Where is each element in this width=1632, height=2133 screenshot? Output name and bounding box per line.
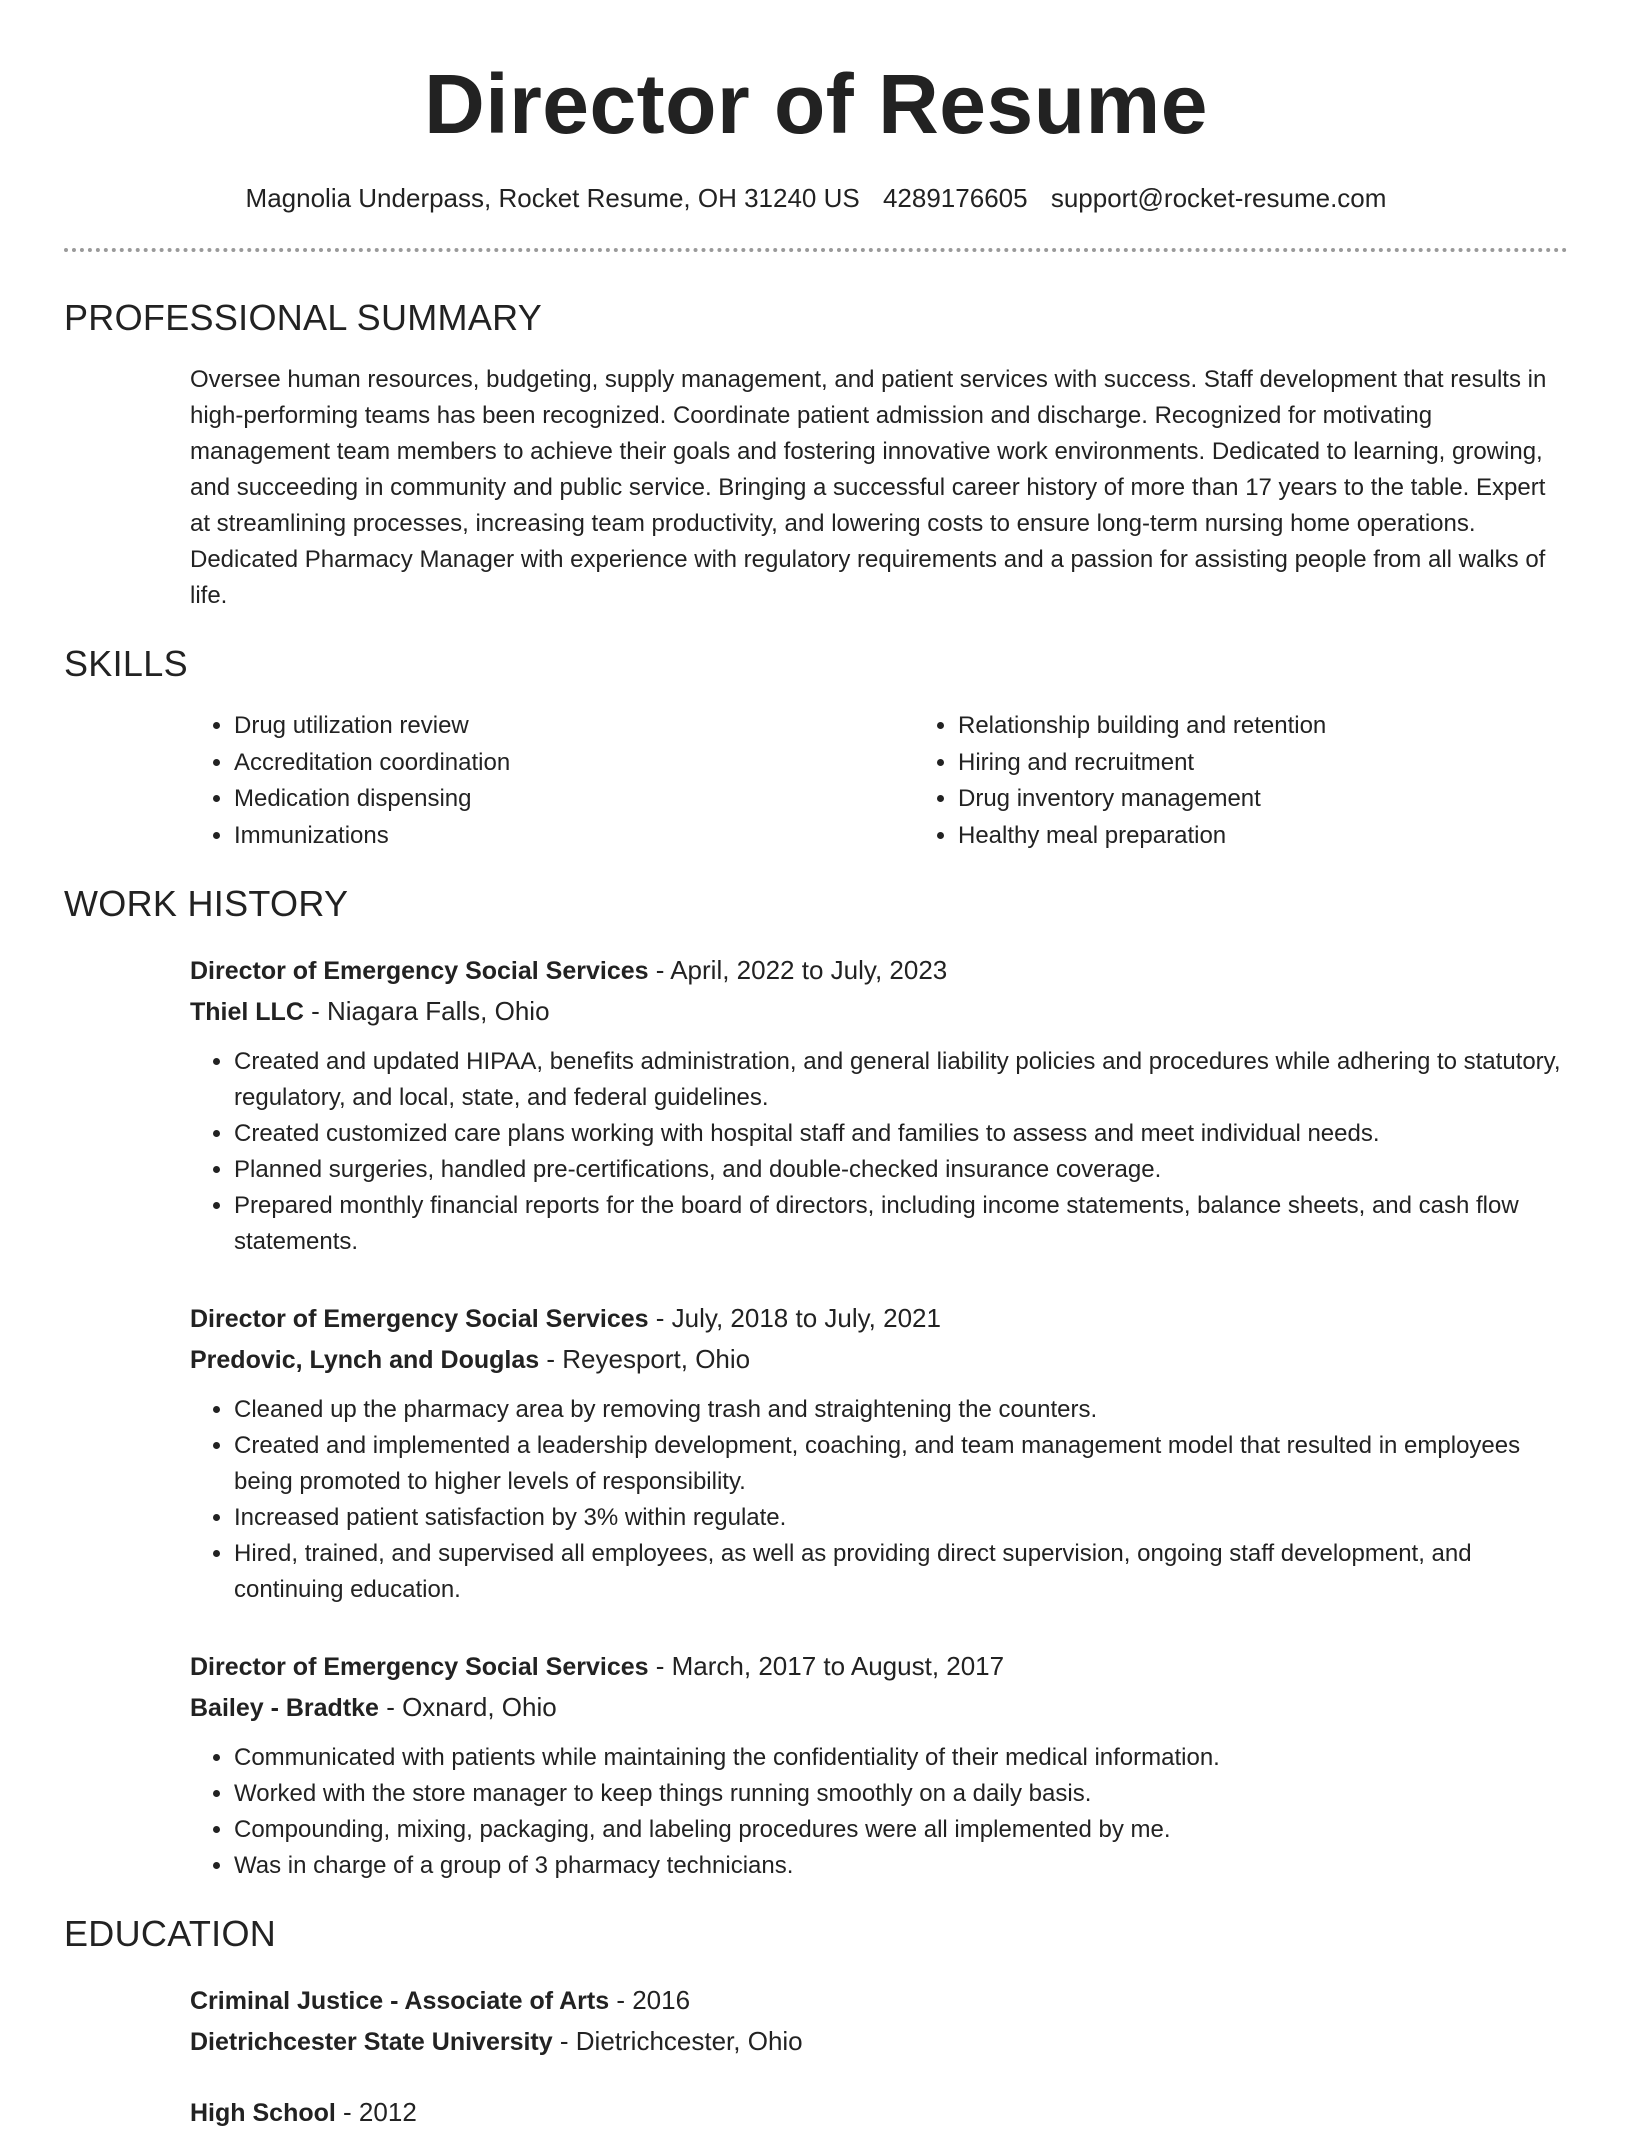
skill-item: • Immunizations (234, 818, 914, 855)
skill-item: • Drug utilization review (234, 708, 914, 745)
education-year: - 2016 (609, 1985, 691, 2015)
skills-heading: SKILLS (64, 643, 188, 684)
job-bullet: • Increased patient satisfaction by 3% within regulate. (234, 1500, 1568, 1536)
education-degree: Criminal Justice - Associate of Arts (190, 1987, 610, 2015)
job-bullet: • Communicated with patients while maintaining the confidentiality of their medical information. (234, 1740, 1568, 1776)
skills-right-column (914, 708, 1326, 854)
job-title-line (190, 1646, 1568, 1687)
work-history-section (64, 950, 1568, 1884)
job-bullet: • Created customized care plans working with hospital staff and families to assess and meet individual needs. (234, 1116, 1568, 1152)
education-heading: EDUCATION (64, 1913, 277, 1954)
job-location: - Niagara Falls, Ohio (303, 996, 550, 1026)
education-school-line (190, 2021, 1568, 2062)
job-bullet: • Worked with the store manager to keep things running smoothly on a daily basis. (234, 1776, 1568, 1812)
job-title-line (190, 1298, 1568, 1339)
header-divider (64, 248, 1568, 252)
summary-section (64, 362, 1568, 614)
skills-left-column (190, 708, 914, 854)
job-entry (190, 1298, 1568, 1608)
education-degree-line (190, 1980, 1568, 2021)
job-bullet: • Cleaned up the pharmacy area by removing trash and straightening the counters. (234, 1392, 1568, 1428)
contact-line (64, 182, 1568, 214)
skill-item: • Relationship building and retention (958, 708, 1326, 745)
job-bullets (190, 1044, 1568, 1260)
education-entry (190, 1980, 1568, 2062)
job-location: - Oxnard, Ohio (378, 1692, 557, 1722)
job-title-line (190, 950, 1568, 991)
summary-heading: PROFESSIONAL SUMMARY (64, 297, 543, 338)
job-bullet: • Prepared monthly financial reports for the board of directors, including income statements, balance sheets, and cash flow statements. (234, 1188, 1568, 1260)
skill-item: • Accreditation coordination (234, 745, 914, 782)
job-bullets (190, 1740, 1568, 1884)
job-company: Thiel LLC (190, 998, 304, 1026)
job-company-line (190, 1339, 1568, 1380)
work-history-heading: WORK HISTORY (64, 883, 349, 924)
skill-item: • Medication dispensing (234, 781, 914, 818)
job-bullet: • Created and updated HIPAA, benefits administration, and general liability policies and procedures while adhering to statutory, regulatory, and local, state, and federal guidelines. (234, 1044, 1568, 1116)
contact-email: support@rocket-resume.com (1050, 183, 1387, 213)
skill-item: • Healthy meal preparation (958, 818, 1326, 855)
education-year: - 2012 (335, 2097, 417, 2127)
job-company-line (190, 1687, 1568, 1728)
skill-item: • Drug inventory management (958, 781, 1326, 818)
contact-phone: 4289176605 (882, 183, 1028, 213)
job-role: Director of Emergency Social Services (190, 1653, 649, 1681)
resume-name: Director of Resume (424, 57, 1208, 151)
summary-text: Oversee human resources, budgeting, supply management, and patient services with success. Staff development that results in high-performing teams has been recognized. Coordinate patient admission and discharge. Recognized for motivating management team members to achieve their goals and fostering innovative work environments. Dedicated to learning, growing, and succeeding in community and public service. Bringing a successful career history of more than 17 years to the table. Expert at streamlining processes, increasing team productivity, and lowering costs to ensure long-term nursing home operations. Dedicated Pharmacy Manager with experience with regulatory requirements and a passion for assisting people from all walks of life. (190, 366, 1547, 609)
education-entry (190, 2092, 1568, 2133)
education-degree-line (190, 2092, 1568, 2133)
education-school: Dietrichcester State University (190, 2028, 553, 2056)
education-location: - Dietrichcester, Ohio (552, 2026, 803, 2056)
education-section (64, 1980, 1568, 2133)
job-dates: - July, 2018 to July, 2021 (648, 1303, 941, 1333)
contact-address: Magnolia Underpass, Rocket Resume, OH 31240 US (245, 183, 860, 213)
skills-section (64, 708, 1568, 854)
job-company: Predovic, Lynch and Douglas (190, 1346, 540, 1374)
job-bullets (190, 1392, 1568, 1608)
education-degree: High School (190, 2099, 336, 2127)
job-company-line (190, 991, 1568, 1032)
job-bullet: • Created and implemented a leadership development, coaching, and team management model that resulted in employees being promoted to higher levels of responsibility. (234, 1428, 1568, 1500)
job-entry (190, 950, 1568, 1260)
job-entry (190, 1646, 1568, 1884)
job-bullet: • Compounding, mixing, packaging, and labeling procedures were all implemented by me. (234, 1812, 1568, 1848)
job-bullet: • Hired, trained, and supervised all employees, as well as providing direct supervision, ongoing staff development, and continuing education. (234, 1536, 1568, 1608)
job-company: Bailey - Bradtke (190, 1694, 379, 1722)
job-dates: - March, 2017 to August, 2017 (648, 1651, 1005, 1681)
job-role: Director of Emergency Social Services (190, 957, 649, 985)
job-role: Director of Emergency Social Services (190, 1305, 649, 1333)
job-bullet: • Planned surgeries, handled pre-certifications, and double-checked insurance coverage. (234, 1152, 1568, 1188)
skill-item: • Hiring and recruitment (958, 745, 1326, 782)
job-dates: - April, 2022 to July, 2023 (648, 955, 948, 985)
job-location: - Reyesport, Ohio (539, 1344, 751, 1374)
job-bullet: • Was in charge of a group of 3 pharmacy technicians. (234, 1848, 1568, 1884)
